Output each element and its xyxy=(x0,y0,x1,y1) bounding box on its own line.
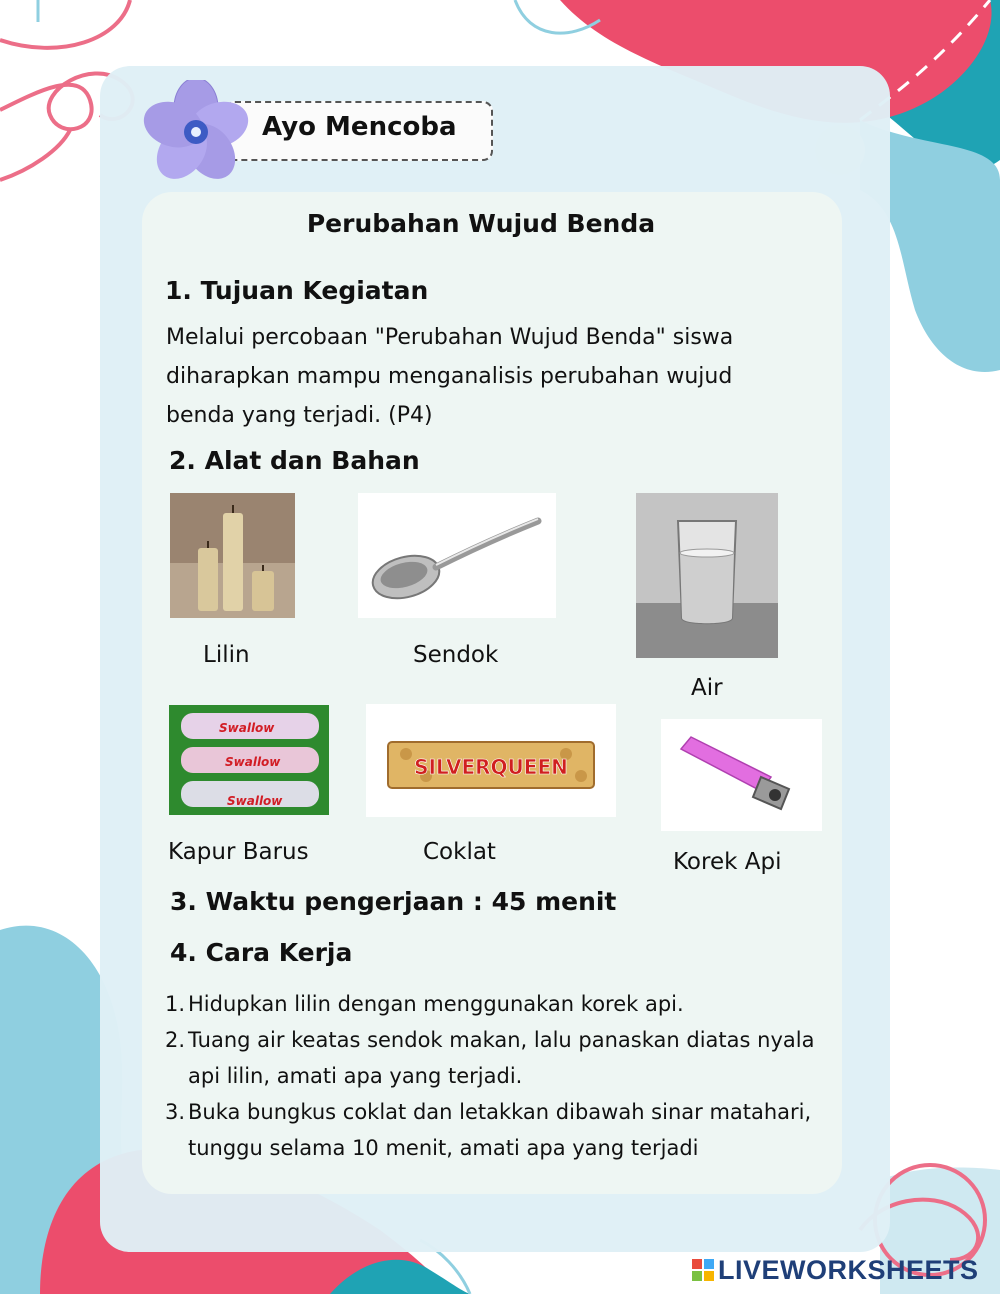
step-item xyxy=(165,1094,855,1166)
steps-list xyxy=(165,986,855,1166)
lighter-image xyxy=(661,719,822,831)
caption-coklat: Coklat xyxy=(423,839,496,865)
step-number: 2. xyxy=(165,1028,186,1052)
step-line: api lilin, amati apa yang terjadi. xyxy=(188,1064,523,1088)
caption-sendok: Sendok xyxy=(413,642,499,668)
step-line: Hidupkan lilin dengan menggunakan korek api. xyxy=(188,992,684,1016)
liveworksheets-logo[interactable]: LIVEWORKSHEETS xyxy=(718,1255,979,1285)
step-line: Tuang air keatas sendok makan, lalu panaskan diatas nyala xyxy=(188,1028,815,1052)
svg-text:Swallow: Swallow xyxy=(225,755,281,769)
liveworksheets-logo-icon xyxy=(692,1259,714,1281)
section-heading-alat: 2. Alat dan Bahan xyxy=(169,446,420,475)
spoon-image xyxy=(358,493,556,618)
step-item xyxy=(165,1022,855,1094)
swallow-text: Swallow xyxy=(219,721,275,735)
badge-label: Ayo Mencoba xyxy=(262,112,457,142)
caption-lilin: Lilin xyxy=(203,642,250,668)
caption-korek-api: Korek Api xyxy=(673,849,782,875)
section-heading-waktu: 3. Waktu pengerjaan : 45 menit xyxy=(170,887,617,916)
step-line: tunggu selama 10 menit, amati apa yang terjadi xyxy=(188,1136,699,1160)
flower-icon xyxy=(140,80,252,184)
step-item xyxy=(165,986,855,1022)
silverqueen-text: SILVERQUEEN xyxy=(414,755,568,779)
mothballs-image xyxy=(169,705,329,815)
chocolate-image xyxy=(366,704,616,817)
section-heading-tujuan: 1. Tujuan Kegiatan xyxy=(165,276,429,305)
svg-text:Swallow: Swallow xyxy=(227,794,283,808)
step-number: 3. xyxy=(165,1100,186,1124)
page-title: Perubahan Wujud Benda xyxy=(306,209,656,238)
caption-air: Air xyxy=(691,675,723,701)
pink-curve-top-left xyxy=(0,0,130,48)
caption-kapur-barus: Kapur Barus xyxy=(168,839,309,865)
candle-image xyxy=(170,493,295,618)
water-glass-image xyxy=(636,493,778,658)
tujuan-line: Melalui percobaan "Perubahan Wujud Benda" siswa xyxy=(166,325,734,350)
step-number: 1. xyxy=(165,992,186,1016)
tujuan-line: benda yang terjadi. (P4) xyxy=(166,403,433,428)
step-line: Buka bungkus coklat dan letakkan dibawah sinar matahari, xyxy=(188,1100,812,1124)
tujuan-paragraph xyxy=(166,318,733,435)
section-heading-cara-kerja: 4. Cara Kerja xyxy=(170,938,353,967)
tujuan-line: diharapkan mampu menganalisis perubahan wujud xyxy=(166,364,733,389)
